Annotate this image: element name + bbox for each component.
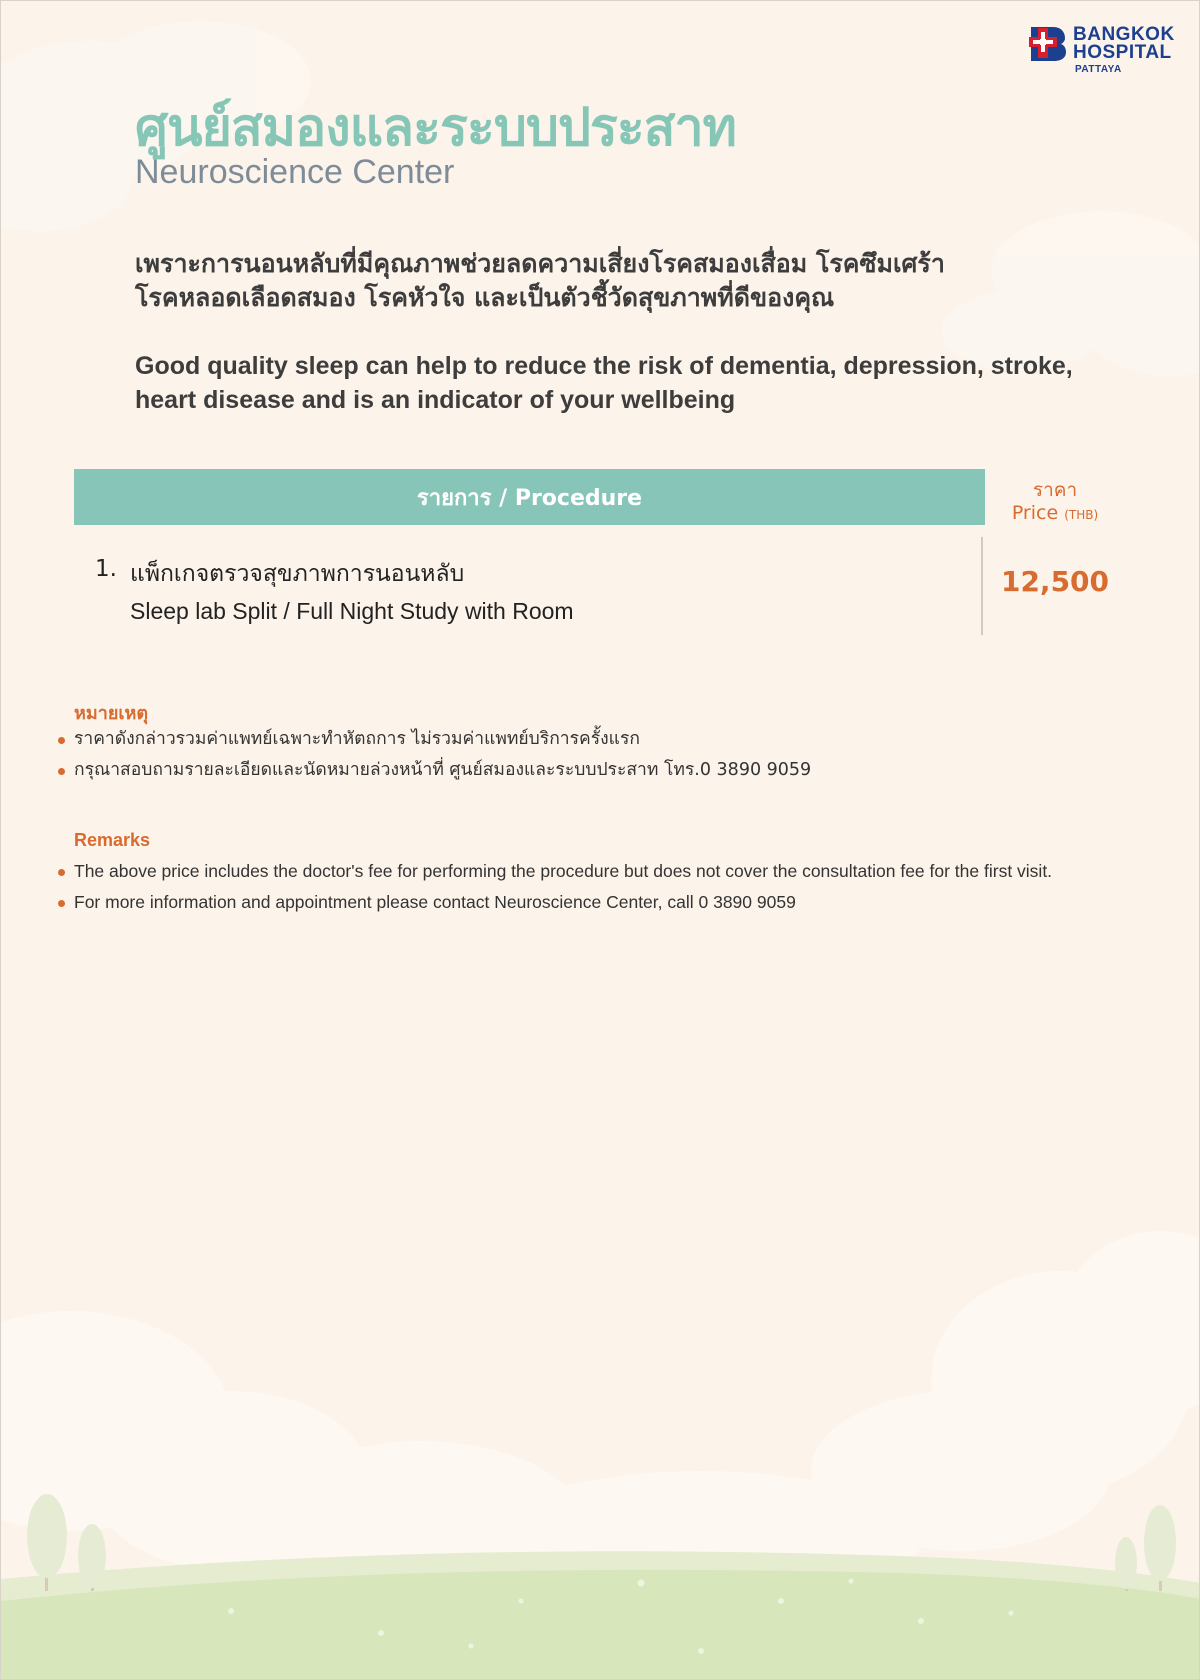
- procedure-name-thai: แพ็กเกจตรวจสุขภาพการนอนหลับ: [130, 561, 465, 587]
- price-unit: (THB): [1064, 508, 1099, 522]
- logo-text-bangkok: BANGKOK: [1073, 24, 1175, 45]
- remarks-title-english: Remarks: [74, 830, 151, 850]
- bullet-dot-icon: [58, 737, 65, 744]
- intro-english-line-2: heart disease and is an indicator of your wellbeing: [135, 386, 736, 414]
- hospital-cross-icon: [1029, 25, 1067, 63]
- intro-thai-line-2: โรคหลอดเลือดสมอง โรคหัวใจ และเป็นตัวชี้วัดสุขภาพที่ดีของคุณ: [135, 283, 835, 312]
- remark-item-english-2: [58, 887, 1188, 918]
- bullet-dot-icon: [58, 900, 65, 907]
- remarks-list-english: [58, 856, 1188, 918]
- remark-item-thai-2: [58, 755, 1188, 786]
- hospital-logo: [1029, 23, 1181, 79]
- logo-text-hospital: HOSPITAL: [1073, 42, 1172, 63]
- column-divider: [981, 537, 983, 635]
- intro-english: [135, 349, 1135, 417]
- bullet-dot-icon: [58, 768, 65, 775]
- page-title-thai: ศูนย์สมองและระบบประสาท: [135, 98, 736, 158]
- remarks-list-thai: [58, 724, 1188, 786]
- procedure-price: 12,500: [1000, 565, 1110, 598]
- bullet-dot-icon: [58, 869, 65, 876]
- remark-item-thai-1: [58, 724, 1188, 755]
- intro-english-line-1: Good quality sleep can help to reduce the risk of dementia, depression, stroke,: [135, 352, 1073, 380]
- remark-text: กรุณาสอบถามรายละเอียดและนัดหมายล่วงหน้าที่ ศูนย์สมองและระบบประสาท โทร.0 3890 9059: [74, 760, 812, 780]
- intro-thai: [135, 247, 1135, 315]
- remark-text: For more information and appointment please contact Neuroscience Center, call 0 3890 9059: [74, 892, 796, 912]
- remark-item-english-1: [58, 856, 1188, 887]
- remarks-title-thai: หมายเหตุ: [74, 703, 149, 724]
- remark-text: The above price includes the doctor's fee for performing the procedure but does not cover the consultation fee for the first visit.: [74, 861, 1053, 881]
- price-header-label: Price: [1011, 502, 1059, 524]
- logo-text-pattaya: PATTAYA: [1075, 64, 1122, 75]
- price-header-thai: ราคา: [1032, 479, 1078, 501]
- procedure-column-header: รายการ / Procedure: [74, 469, 985, 525]
- price-header-english: [991, 502, 1119, 527]
- price-column-header: [991, 479, 1119, 527]
- page-title-english: Neuroscience Center: [135, 153, 455, 191]
- procedure-name-english: Sleep lab Split / Full Night Study with Room: [130, 598, 574, 624]
- remark-text: ราคาดังกล่าวรวมค่าแพทย์เฉพาะทำหัตถการ ไม่รวมค่าแพทย์บริการครั้งแรก: [74, 729, 640, 749]
- procedure-row-number: 1.: [95, 556, 117, 582]
- intro-thai-line-1: เพราะการนอนหลับที่มีคุณภาพช่วยลดความเสี่ยงโรคสมองเสื่อม โรคซึมเศร้า: [135, 249, 945, 278]
